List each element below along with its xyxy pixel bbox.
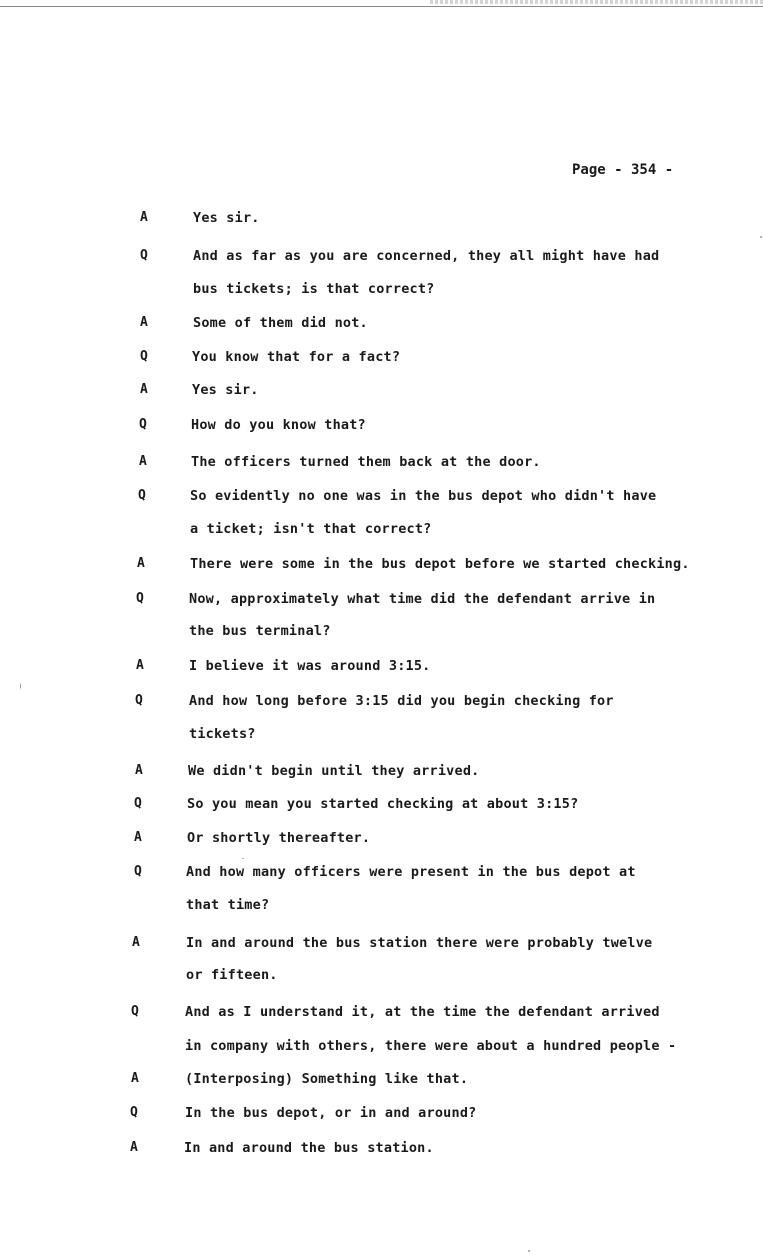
transcript-line [0, 965, 763, 985]
transcript-line [0, 691, 763, 711]
speaker-label: Q [140, 248, 148, 263]
testimony-text: So you mean you started checking at about 3:15? [187, 796, 579, 812]
transcript-line [0, 656, 763, 676]
transcript-line [0, 554, 763, 574]
testimony-text: bus tickets; is that correct? [193, 281, 435, 297]
transcript-line [0, 452, 763, 472]
transcript-line [0, 895, 763, 915]
transcript-line [0, 208, 763, 228]
testimony-text: In and around the bus station there were probably twelve [186, 935, 653, 951]
speaker-label: A [137, 556, 145, 571]
speaker-label: A [134, 830, 142, 845]
testimony-text: the bus terminal? [189, 623, 331, 639]
transcript-line [0, 519, 763, 539]
transcript-line [0, 724, 763, 744]
testimony-text: And how many officers were present in the bus depot at [186, 864, 636, 880]
speaker-label: Q [136, 591, 144, 606]
testimony-text: in company with others, there were about a hundred people - [185, 1038, 677, 1054]
testimony-text: In and around the bus station. [184, 1140, 434, 1156]
speaker-label: Q [131, 1004, 139, 1019]
transcript-line [0, 347, 763, 367]
speaker-label: Q [135, 693, 143, 708]
testimony-text: Yes sir. [192, 382, 259, 398]
scan-speck [528, 1250, 530, 1252]
testimony-text: Or shortly thereafter. [187, 830, 371, 846]
transcript-line [0, 279, 763, 299]
testimony-text: tickets? [189, 726, 256, 742]
transcript-line [0, 933, 763, 953]
transcript-line [0, 589, 763, 609]
testimony-text: (Interposing) Something like that. [185, 1071, 469, 1087]
testimony-text: There were some in the bus depot before we started checking. [190, 556, 690, 572]
testimony-text: I believe it was around 3:15. [189, 658, 431, 674]
testimony-text: And as far as you are concerned, they all might have had [193, 248, 660, 264]
transcript-line [0, 828, 763, 848]
testimony-text: or fifteen. [186, 967, 278, 983]
speaker-label: A [135, 763, 143, 778]
testimony-text: You know that for a fact? [192, 349, 401, 365]
scan-speck [760, 236, 762, 238]
speaker-label: Q [134, 864, 142, 879]
testimony-text: In the bus depot, or in and around? [185, 1105, 477, 1121]
testimony-text: So evidently no one was in the bus depot who didn't have [190, 488, 657, 504]
speaker-label: A [130, 1140, 138, 1155]
testimony-text: We didn't begin until they arrived. [188, 763, 480, 779]
testimony-text: Yes sir. [193, 210, 260, 226]
speaker-label: Q [140, 349, 148, 364]
speaker-label: A [132, 935, 140, 950]
speaker-label: A [140, 382, 148, 397]
speaker-label: Q [138, 488, 146, 503]
speaker-label: A [139, 454, 147, 469]
testimony-text: How do you know that? [191, 417, 366, 433]
transcript-line [0, 761, 763, 781]
testimony-text: And how long before 3:15 did you begin checking for [189, 693, 614, 709]
transcript-line [0, 1103, 763, 1123]
testimony-text: Some of them did not. [193, 315, 368, 331]
transcript-line [0, 862, 763, 882]
transcript-line [0, 313, 763, 333]
transcript-line [0, 486, 763, 506]
testimony-text: And as I understand it, at the time the defendant arrived [185, 1004, 660, 1020]
transcript-line [0, 380, 763, 400]
speaker-label: Q [134, 796, 142, 811]
speaker-label: A [140, 315, 148, 330]
speaker-label: Q [139, 417, 147, 432]
transcript-line [0, 794, 763, 814]
transcript-line [0, 1002, 763, 1022]
speaker-label: A [136, 658, 144, 673]
transcript-line [0, 1138, 763, 1158]
transcript-line [0, 1069, 763, 1089]
transcript-line [0, 415, 763, 435]
scan-speck [242, 858, 244, 859]
transcript-line [0, 621, 763, 641]
page-number: Page - 354 - [572, 162, 674, 178]
speaker-label: Q [130, 1105, 138, 1120]
testimony-text: Now, approximately what time did the defendant arrive in [189, 591, 656, 607]
testimony-text: that time? [186, 897, 270, 913]
transcript-line [0, 1036, 763, 1056]
speaker-label: A [140, 210, 148, 225]
scan-speck [20, 683, 21, 689]
speaker-label: A [131, 1071, 139, 1086]
transcript-line [0, 246, 763, 266]
testimony-text: a ticket; isn't that correct? [190, 521, 432, 537]
testimony-text: The officers turned them back at the door. [191, 454, 541, 470]
